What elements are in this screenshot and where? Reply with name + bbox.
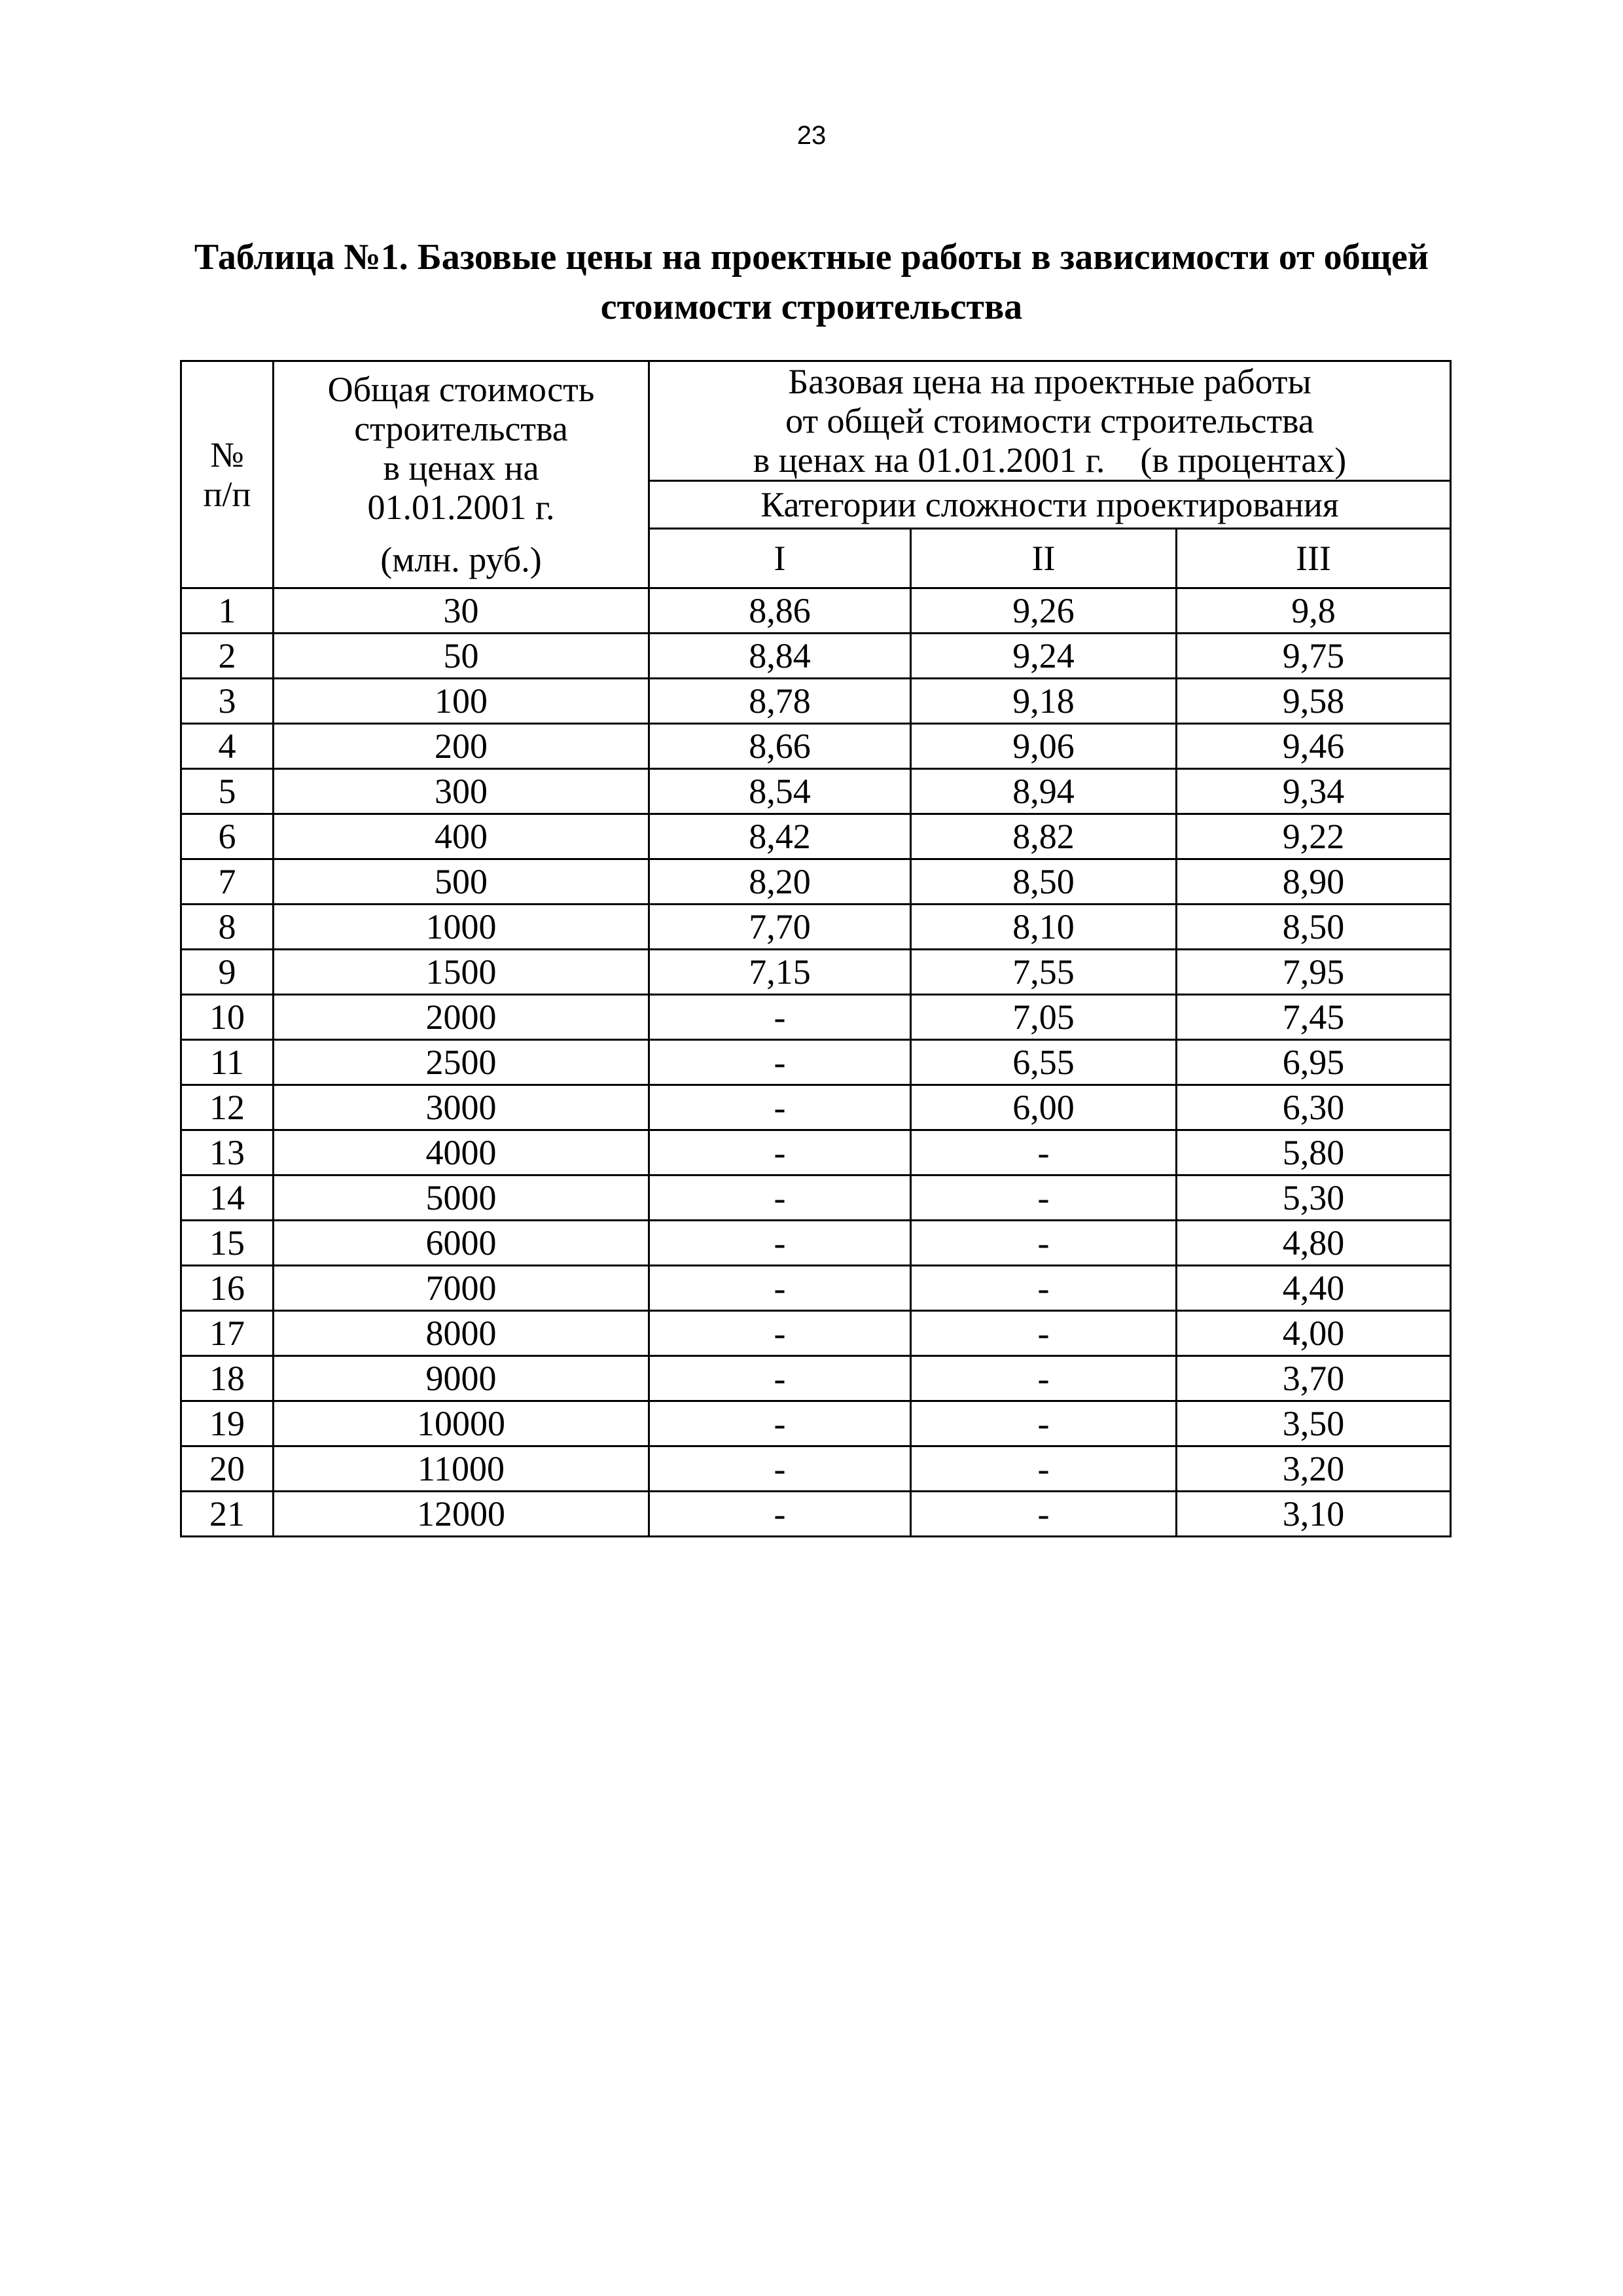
cell-category-2: 9,06 <box>911 724 1177 769</box>
cell-number: 14 <box>181 1175 274 1221</box>
cell-total-cost: 12000 <box>274 1492 649 1537</box>
cell-category-2: 8,94 <box>911 769 1177 814</box>
cell-number: 8 <box>181 905 274 950</box>
cell-number: 19 <box>181 1401 274 1446</box>
table-row <box>181 1221 1451 1266</box>
cell-total-cost: 400 <box>274 814 649 859</box>
cell-total-cost: 11000 <box>274 1446 649 1492</box>
cell-category-3: 5,30 <box>1177 1175 1451 1221</box>
cell-total-cost: 100 <box>274 679 649 724</box>
table-row <box>181 1266 1451 1311</box>
cell-number: 15 <box>181 1221 274 1266</box>
cell-category-1: - <box>649 1040 911 1085</box>
cell-category-1: - <box>649 995 911 1040</box>
cell-number: 10 <box>181 995 274 1040</box>
header-number-line-1: № <box>210 435 244 475</box>
table-title <box>144 232 1479 332</box>
cell-total-cost: 7000 <box>274 1266 649 1311</box>
header-price-line-3: в ценах на 01.01.2001 г. (в процентах) <box>753 440 1347 480</box>
cell-category-1: - <box>649 1492 911 1537</box>
cell-category-3: 9,8 <box>1177 588 1451 634</box>
cell-total-cost: 1000 <box>274 905 649 950</box>
cell-number: 13 <box>181 1130 274 1175</box>
cell-number: 16 <box>181 1266 274 1311</box>
cell-category-2: 9,24 <box>911 634 1177 679</box>
cell-category-3: 4,00 <box>1177 1311 1451 1356</box>
header-row <box>181 361 1451 481</box>
cell-total-cost: 10000 <box>274 1401 649 1446</box>
header-total-cost <box>274 361 649 588</box>
header-cost-line-2: строительства <box>354 409 568 448</box>
cell-category-3: 5,80 <box>1177 1130 1451 1175</box>
table-row <box>181 1311 1451 1356</box>
cell-category-2: 7,05 <box>911 995 1177 1040</box>
cell-category-3: 9,46 <box>1177 724 1451 769</box>
table-row <box>181 1401 1451 1446</box>
cell-category-3: 3,70 <box>1177 1356 1451 1401</box>
cell-category-2: 9,18 <box>911 679 1177 724</box>
cell-category-2: 7,55 <box>911 950 1177 995</box>
table-row <box>181 1175 1451 1221</box>
cell-category-2: - <box>911 1130 1177 1175</box>
cell-category-1: 7,15 <box>649 950 911 995</box>
header-number <box>181 361 274 588</box>
table-row <box>181 859 1451 905</box>
cell-category-1: 8,20 <box>649 859 911 905</box>
cell-number: 1 <box>181 588 274 634</box>
header-cost-line-4: 01.01.2001 г. <box>367 488 555 527</box>
cell-number: 4 <box>181 724 274 769</box>
cell-category-1: - <box>649 1401 911 1446</box>
cell-category-2: - <box>911 1356 1177 1401</box>
page-number: 23 <box>796 121 827 150</box>
cell-category-1: 8,86 <box>649 588 911 634</box>
table-row <box>181 814 1451 859</box>
cell-category-2: 9,26 <box>911 588 1177 634</box>
table-row <box>181 1085 1451 1130</box>
header-cost-unit: (млн. руб.) <box>380 540 542 579</box>
cell-category-3: 7,45 <box>1177 995 1451 1040</box>
table-row <box>181 995 1451 1040</box>
cell-category-1: 8,84 <box>649 634 911 679</box>
cell-number: 21 <box>181 1492 274 1537</box>
cell-number: 9 <box>181 950 274 995</box>
cell-category-2: 8,82 <box>911 814 1177 859</box>
cell-total-cost: 5000 <box>274 1175 649 1221</box>
cell-category-1: - <box>649 1266 911 1311</box>
cell-category-3: 9,58 <box>1177 679 1451 724</box>
cell-category-1: - <box>649 1311 911 1356</box>
cell-total-cost: 200 <box>274 724 649 769</box>
header-cost-line-3: в ценах на <box>383 448 539 488</box>
cell-category-2: - <box>911 1446 1177 1492</box>
header-number-line-2: п/п <box>203 475 251 514</box>
cell-number: 17 <box>181 1311 274 1356</box>
table-title-line-2: стоимости строительства <box>600 287 1023 327</box>
table-row <box>181 905 1451 950</box>
cell-total-cost: 1500 <box>274 950 649 995</box>
cell-category-2: - <box>911 1401 1177 1446</box>
cell-total-cost: 300 <box>274 769 649 814</box>
cell-category-2: - <box>911 1266 1177 1311</box>
cell-category-1: 8,78 <box>649 679 911 724</box>
cell-total-cost: 8000 <box>274 1311 649 1356</box>
cell-category-1: 8,42 <box>649 814 911 859</box>
cell-category-3: 4,40 <box>1177 1266 1451 1311</box>
cell-total-cost: 4000 <box>274 1130 649 1175</box>
cell-category-3: 9,22 <box>1177 814 1451 859</box>
header-category-2: II <box>911 529 1177 588</box>
header-base-price <box>649 361 1451 481</box>
table-row <box>181 634 1451 679</box>
cell-category-2: - <box>911 1492 1177 1537</box>
cell-category-1: - <box>649 1446 911 1492</box>
cell-total-cost: 500 <box>274 859 649 905</box>
table-row <box>181 1040 1451 1085</box>
cell-category-1: 7,70 <box>649 905 911 950</box>
cell-category-1: - <box>649 1221 911 1266</box>
cell-category-3: 6,95 <box>1177 1040 1451 1085</box>
cell-category-1: - <box>649 1356 911 1401</box>
header-price-line-1: Базовая цена на проектные работы <box>788 362 1311 401</box>
cell-number: 18 <box>181 1356 274 1401</box>
table-row <box>181 950 1451 995</box>
cell-category-3: 9,34 <box>1177 769 1451 814</box>
cell-category-1: 8,54 <box>649 769 911 814</box>
table-row <box>181 588 1451 634</box>
cell-number: 6 <box>181 814 274 859</box>
cell-category-1: - <box>649 1085 911 1130</box>
cell-category-1: - <box>649 1175 911 1221</box>
header-cost-line-1: Общая стоимость <box>327 370 595 409</box>
cell-category-3: 4,80 <box>1177 1221 1451 1266</box>
cell-category-2: 8,50 <box>911 859 1177 905</box>
table-row <box>181 1492 1451 1537</box>
cell-category-1: 8,66 <box>649 724 911 769</box>
cell-category-2: - <box>911 1221 1177 1266</box>
cell-total-cost: 9000 <box>274 1356 649 1401</box>
header-categories: Категории сложности проектирования <box>649 481 1451 529</box>
table-row <box>181 1130 1451 1175</box>
cell-total-cost: 50 <box>274 634 649 679</box>
cell-category-3: 8,50 <box>1177 905 1451 950</box>
cell-category-3: 3,10 <box>1177 1492 1451 1537</box>
cell-number: 20 <box>181 1446 274 1492</box>
header-category-1: I <box>649 529 911 588</box>
cell-category-2: 6,00 <box>911 1085 1177 1130</box>
table-row <box>181 1446 1451 1492</box>
cell-number: 11 <box>181 1040 274 1085</box>
cell-category-3: 6,30 <box>1177 1085 1451 1130</box>
cell-total-cost: 6000 <box>274 1221 649 1266</box>
cell-number: 2 <box>181 634 274 679</box>
cell-category-2: 6,55 <box>911 1040 1177 1085</box>
cell-number: 3 <box>181 679 274 724</box>
cell-category-3: 9,75 <box>1177 634 1451 679</box>
cell-category-1: - <box>649 1130 911 1175</box>
cell-category-2: - <box>911 1175 1177 1221</box>
table-row <box>181 724 1451 769</box>
cell-total-cost: 2000 <box>274 995 649 1040</box>
cell-category-3: 3,20 <box>1177 1446 1451 1492</box>
cell-total-cost: 30 <box>274 588 649 634</box>
cell-category-3: 8,90 <box>1177 859 1451 905</box>
cell-category-2: - <box>911 1311 1177 1356</box>
cell-total-cost: 2500 <box>274 1040 649 1085</box>
cell-number: 5 <box>181 769 274 814</box>
header-price-line-2: от общей стоимости строительства <box>785 401 1314 440</box>
cell-total-cost: 3000 <box>274 1085 649 1130</box>
cell-category-2: 8,10 <box>911 905 1177 950</box>
header-category-3: III <box>1177 529 1451 588</box>
table-row <box>181 769 1451 814</box>
cell-category-3: 3,50 <box>1177 1401 1451 1446</box>
cell-category-3: 7,95 <box>1177 950 1451 995</box>
cell-number: 7 <box>181 859 274 905</box>
price-table <box>180 360 1452 1537</box>
table-row <box>181 1356 1451 1401</box>
table-row <box>181 679 1451 724</box>
cell-number: 12 <box>181 1085 274 1130</box>
table-title-line-1: Таблица №1. Базовые цены на проектные работы в зависимости от общей <box>194 237 1429 278</box>
